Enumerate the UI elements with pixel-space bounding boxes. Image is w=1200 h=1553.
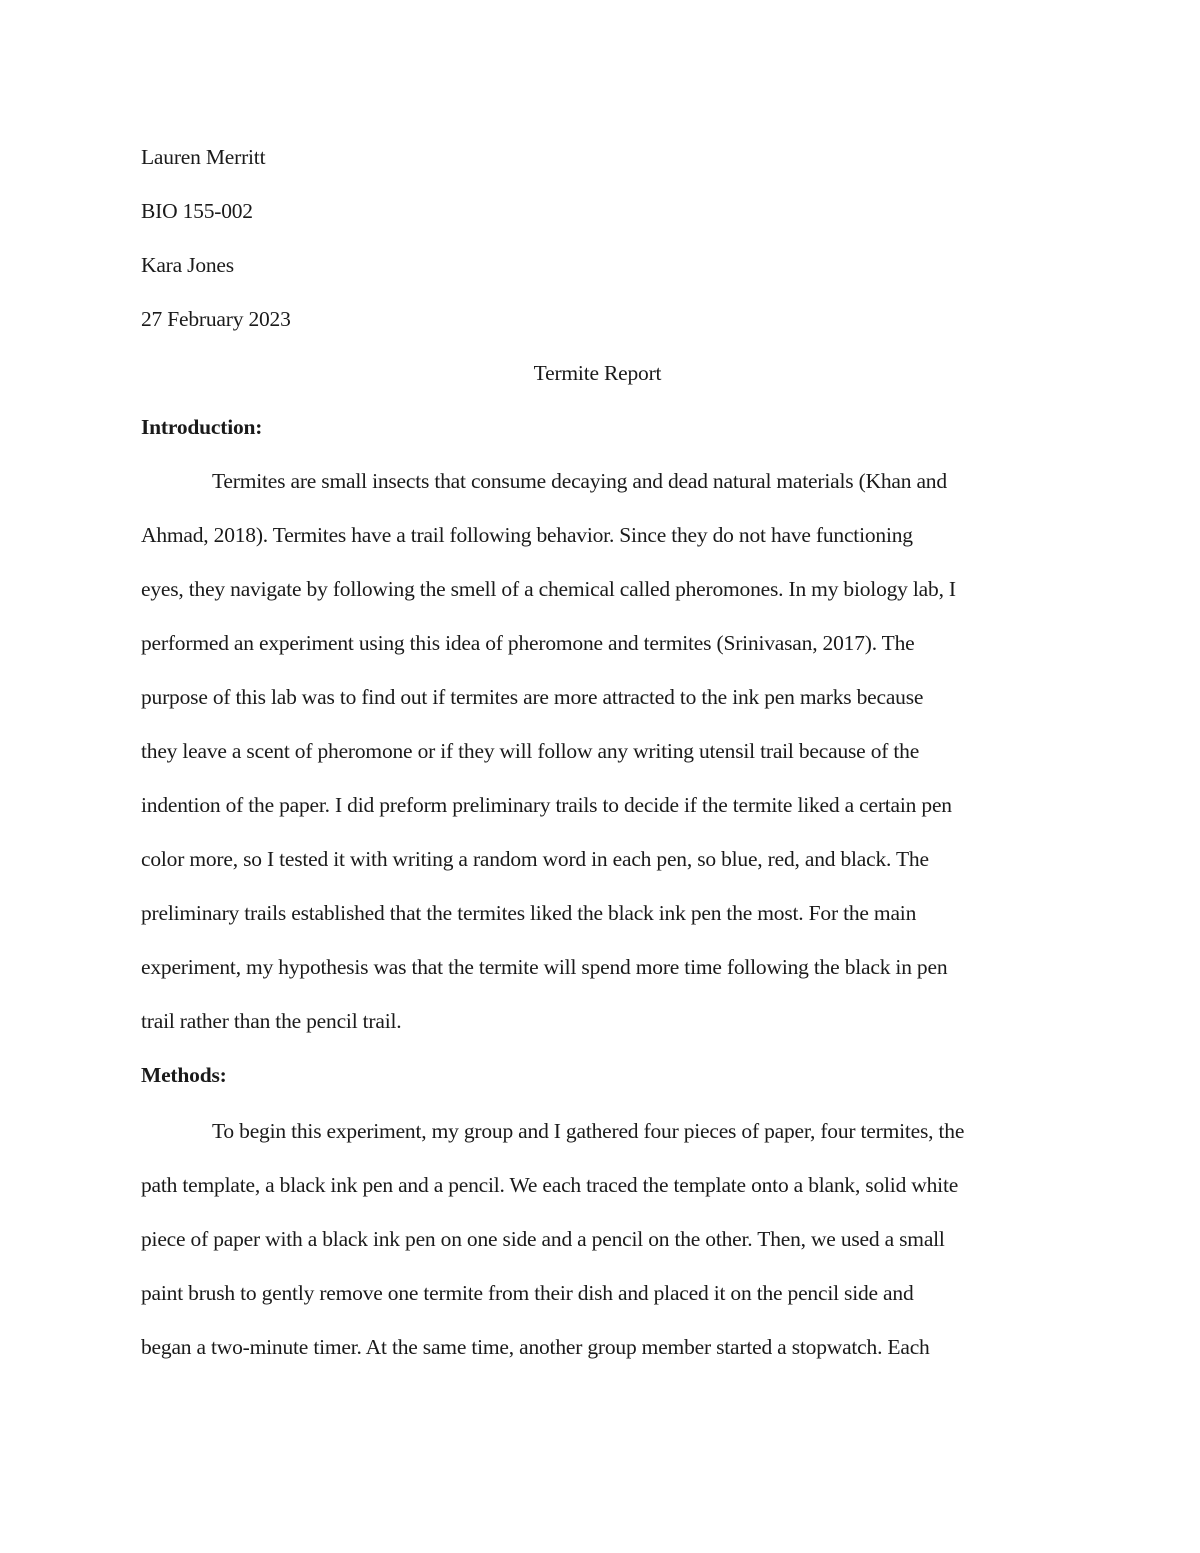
course-code: BIO 155-002 [141, 199, 253, 223]
intro-line: experiment, my hypothesis was that the termite will spend more time following the black in pen [141, 955, 948, 979]
intro-line: indention of the paper. I did preform preliminary trails to decide if the termite liked a certain pen [141, 793, 952, 817]
student-name: Lauren Merritt [141, 145, 266, 169]
intro-line: color more, so I tested it with writing a random word in each pen, so blue, red, and black. The [141, 847, 929, 871]
methods-line: piece of paper with a black ink pen on one side and a pencil on the other. Then, we used a small [141, 1227, 945, 1251]
intro-line: they leave a scent of pheromone or if they will follow any writing utensil trail because of the [141, 739, 920, 763]
methods-line: paint brush to gently remove one termite from their dish and placed it on the pencil side and [141, 1281, 914, 1305]
intro-line: eyes, they navigate by following the smell of a chemical called pheromones. In my biology lab, I [141, 577, 956, 601]
report-title: Termite Report [533, 361, 662, 385]
report-date: 27 February 2023 [141, 307, 291, 331]
methods-line: path template, a black ink pen and a pencil. We each traced the template onto a blank, solid white [141, 1173, 959, 1197]
intro-line: performed an experiment using this idea of pheromone and termites (Srinivasan, 2017). The [141, 631, 915, 655]
intro-line: purpose of this lab was to find out if termites are more attracted to the ink pen marks because [141, 685, 924, 709]
intro-line: trail rather than the pencil trail. [141, 1009, 402, 1033]
methods-line: To begin this experiment, my group and I gathered four pieces of paper, four termites, the [212, 1119, 965, 1143]
instructor-name: Kara Jones [141, 253, 234, 277]
section-heading-methods: Methods: [141, 1063, 227, 1087]
intro-line: Termites are small insects that consume decaying and dead natural materials (Khan and [212, 469, 947, 493]
intro-line: preliminary trails established that the termites liked the black ink pen the most. For the main [141, 901, 917, 925]
intro-line: Ahmad, 2018). Termites have a trail following behavior. Since they do not have functioning [141, 523, 913, 547]
methods-line: began a two-minute timer. At the same time, another group member started a stopwatch. Each [141, 1335, 930, 1359]
section-heading-introduction: Introduction: [141, 415, 263, 439]
